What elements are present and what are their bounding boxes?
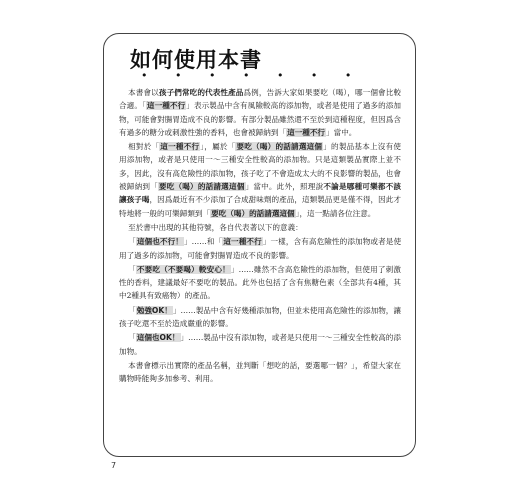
- text: 」，屬於「: [200, 142, 236, 152]
- label-also-bad: 這個也不行！: [136, 237, 183, 247]
- text: ，因爲最近有不少添加了合成甜味劑的產品，這類製品更是僅不得，因此才特地將一般的可樂歸類到「: [119, 195, 402, 218]
- text: 」的製品基本上沒有使用添加物，或者是只使用一～三種安全性較高的添加物。只是這類製品實際上並不多，因此，沒有高危險性的添加物，孩子吃了不會造成太大的不良影響的製品，也會被歸納到「: [119, 142, 401, 192]
- title-dots: • • • • • • •: [141, 69, 364, 82]
- emphasis-text: 不論是哪種可樂都不該讓孩子喝: [119, 182, 402, 205]
- text: 「: [128, 333, 136, 343]
- body-text: [119, 86, 401, 387]
- page-number: 7: [111, 461, 117, 470]
- paragraph-3: 至於書中出現的其他符號，各自代表著以下的意義：: [128, 222, 303, 232]
- label-bad: 這一種不行: [287, 127, 326, 137]
- label-bad: 這一種不行: [223, 237, 262, 247]
- text: 相對於「: [128, 142, 160, 152]
- label-bad: 這一種不行: [160, 142, 200, 152]
- label-choose: 要吃（喝）的話請選這個: [236, 142, 323, 152]
- label-choose: 要吃（喝）的話請選這個: [211, 208, 295, 218]
- label-avoid: 不要吃（不要喝）較安心！: [136, 264, 230, 274]
- text: 「: [128, 237, 136, 247]
- paragraph-7: [119, 331, 401, 358]
- paragraph-8: 本書會標示出實際的產品名稱，並判斷「想吃的話，要選哪一個？」，希望大家在購物時能夠多加參考、利用。: [119, 360, 401, 384]
- text: 「: [128, 264, 136, 274]
- text: 」……製品中沒有添加物，或者是只使用一～三種安全性較高的添加物。: [119, 333, 402, 356]
- page-title: 如何使用本書: [130, 48, 262, 72]
- text: 「: [128, 305, 136, 315]
- text: 」……雖然不含高危險性的添加物，但使用了刺激性的香料，建議最好不要吃的製品。此外也包括了含有焦糖色素（全部共有4種，其中2種具有致癌物）的產品。: [119, 264, 402, 301]
- label-choose: 要吃（喝）的話請選這個: [158, 182, 245, 192]
- label-barely-ok: 勉強OK！: [136, 305, 172, 315]
- emphasis-text: 孩子們常吃的代表性產品: [158, 88, 244, 97]
- text: 」表示製品中含有風險較高的添加物，或者是使用了過多的添加物，可能會對腸胃造成不良的影響。有部分製品雖然還不至於到這種程度，但因爲含有過多的糖分或刺激性強的香料，也會被歸納到「: [119, 101, 402, 137]
- text: 爲例，告訴大家如果要吃（喝），哪一個會比較合適。「: [119, 88, 402, 111]
- label-bad: 這一種不行: [146, 101, 186, 111]
- paragraph-2: [119, 140, 401, 220]
- paragraph-4: [119, 235, 401, 262]
- paragraph-1: [119, 86, 401, 139]
- text: 」……製品中含有好幾種添加物，但並未使用高危險性的添加物，讓孩子吃還不至於造成嚴重的影響。: [119, 305, 402, 329]
- text: 本書會以: [128, 88, 159, 97]
- paragraph-5: [119, 263, 401, 303]
- label-also-ok: 這個也OK！: [136, 333, 180, 343]
- text: 」……和「: [183, 237, 223, 247]
- paragraph-6: [119, 304, 401, 331]
- text: 」，這一點請各位注意。: [295, 208, 376, 218]
- text: 」當中。: [326, 127, 357, 137]
- text: 」當中。此外，照理說: [245, 182, 324, 192]
- text: 」一樣，含有高危險性的添加物或者是使用了過多的添加物，可能會對腸胃造成不良的影響。: [119, 237, 402, 260]
